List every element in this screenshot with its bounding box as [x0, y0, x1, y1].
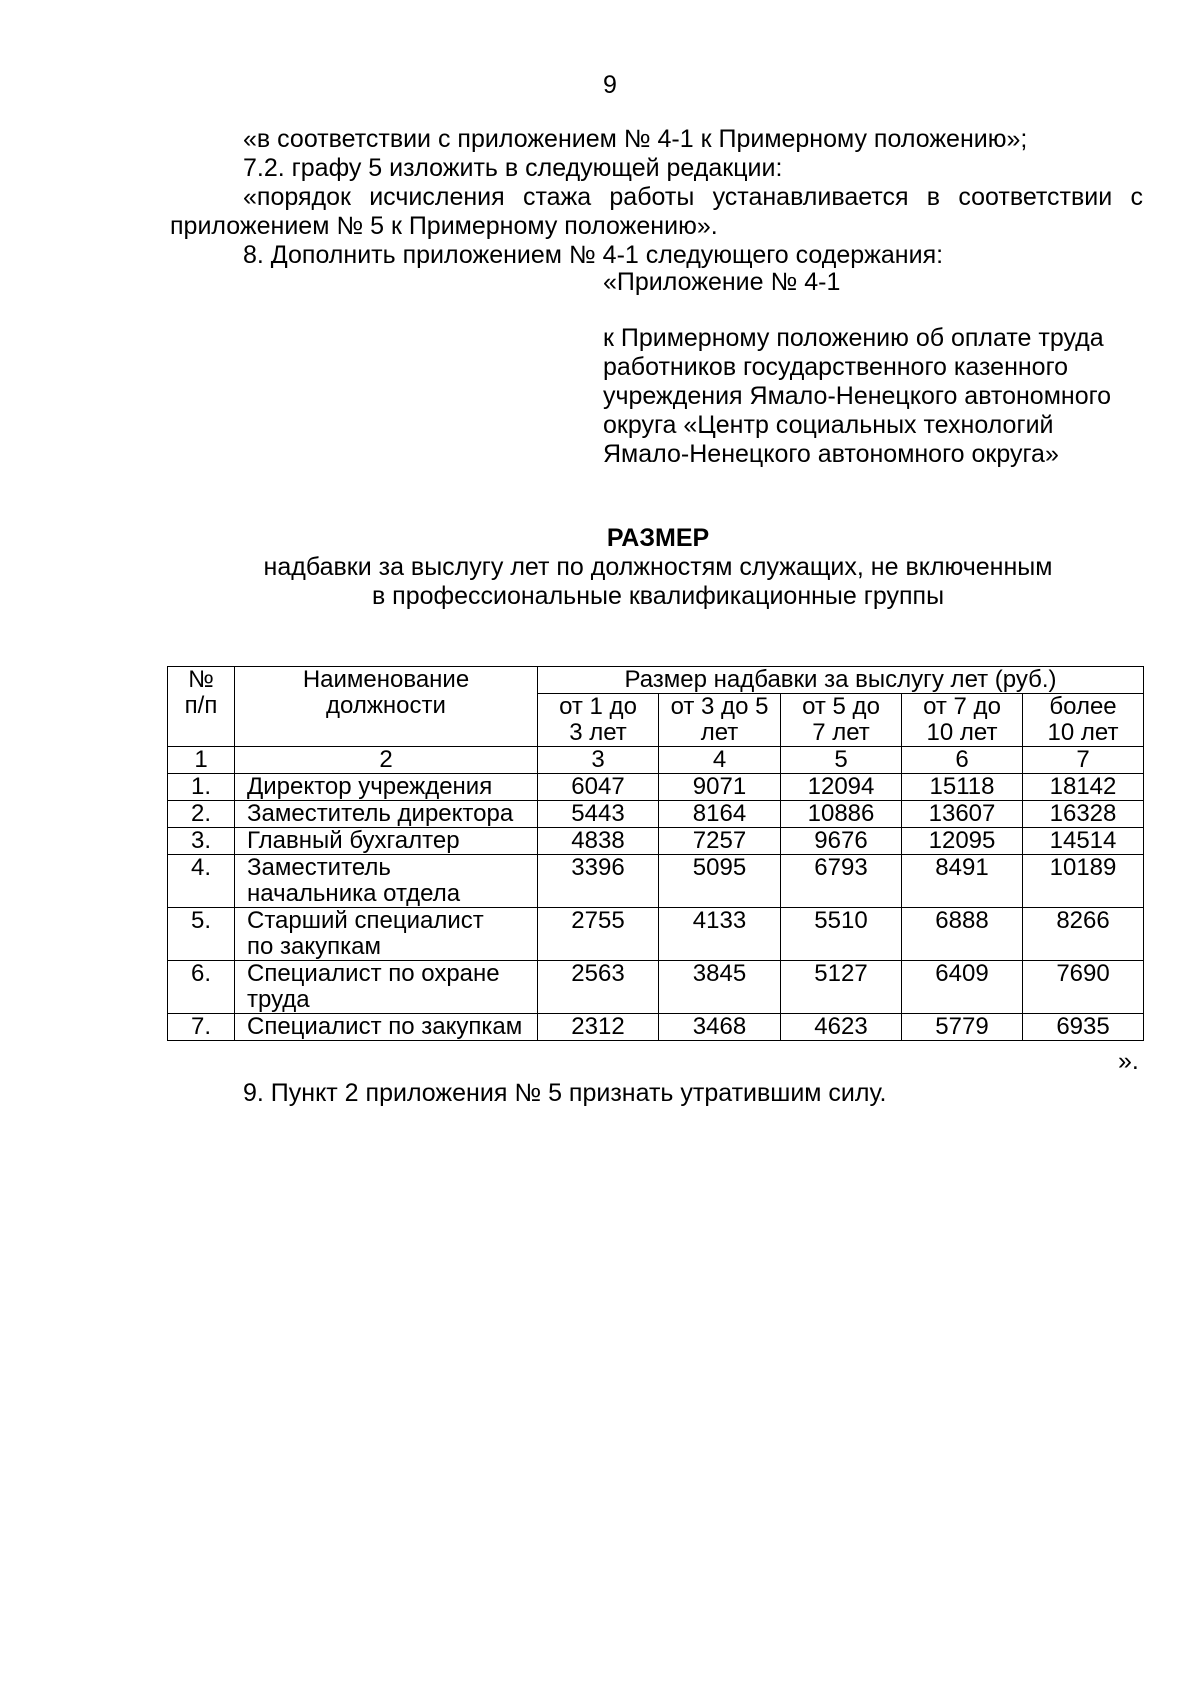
position-name [235, 908, 538, 961]
allowance-value: 7257 [659, 828, 781, 855]
allowance-value: 15118 [902, 774, 1023, 801]
allowance-value: 10886 [781, 801, 902, 828]
allowance-value: 6409 [902, 961, 1023, 1014]
allowance-value: 5510 [781, 908, 902, 961]
position-name [235, 774, 538, 801]
column-number: 2 [235, 747, 538, 774]
allowance-value: 8164 [659, 801, 781, 828]
allowance-value: 6793 [781, 855, 902, 908]
allowance-value: 8266 [1023, 908, 1144, 961]
appendix-title: «Приложение № 4-1 [603, 268, 841, 296]
subheader-cell: более 10 лет [1023, 694, 1144, 747]
column-number: 1 [168, 747, 235, 774]
header-number-line: п/п [184, 692, 218, 719]
allowance-value: 10189 [1023, 855, 1144, 908]
position-name-line: Заместитель директора [247, 800, 514, 827]
position-name [235, 1014, 538, 1041]
allowance-value: 16328 [1023, 801, 1144, 828]
appendix-caption-line: к Примерному положению об оплате труда [603, 324, 1104, 352]
paragraph-text: приложением № 5 к Примерному положению». [170, 212, 718, 240]
appendix-caption-line: работников государственного казенного [603, 353, 1069, 381]
allowance-value: 9676 [781, 828, 902, 855]
closing-quote: ». [1118, 1047, 1139, 1075]
position-name-line: Директор учреждения [247, 773, 493, 800]
allowance-value: 8491 [902, 855, 1023, 908]
allowance-table [167, 666, 1144, 1041]
header-allowance-group: Размер надбавки за выслугу лет (руб.) [538, 667, 1144, 694]
paragraph-text: «в соответствии с приложением № 4-1 к Примерному положению»; [243, 125, 1028, 153]
allowance-value: 3845 [659, 961, 781, 1014]
allowance-value: 14514 [1023, 828, 1144, 855]
allowance-value: 6888 [902, 908, 1023, 961]
position-name [235, 828, 538, 855]
table-row [168, 961, 1144, 1014]
position-name-line: по закупкам [247, 933, 382, 960]
allowance-value: 18142 [1023, 774, 1144, 801]
page-number: 9 [603, 71, 617, 99]
header-position-line: должности [326, 692, 446, 719]
table-row [168, 828, 1144, 855]
allowance-value: 4133 [659, 908, 781, 961]
position-name [235, 801, 538, 828]
table-row [168, 774, 1144, 801]
document-title: РАЗМЕР [606, 524, 710, 552]
allowance-value: 3396 [538, 855, 659, 908]
position-name-line: труда [247, 986, 310, 1013]
row-number: 4. [168, 855, 235, 908]
header-position-line: Наименование [302, 666, 470, 693]
position-name-line: Старший специалист [247, 907, 484, 934]
allowance-value: 9071 [659, 774, 781, 801]
allowance-value: 12094 [781, 774, 902, 801]
appendix-caption-line: учреждения Ямало-Ненецкого автономного [603, 382, 1112, 410]
appendix-caption-line: округа «Центр социальных технологий [603, 411, 1054, 439]
table-row [168, 908, 1144, 961]
allowance-value: 5095 [659, 855, 781, 908]
subheader-cell: от 7 до 10 лет [902, 694, 1023, 747]
allowance-value: 12095 [902, 828, 1023, 855]
column-number: 5 [781, 747, 902, 774]
paragraph-text: 9. Пункт 2 приложения № 5 признать утратившим силу. [243, 1079, 887, 1107]
subheader-cell: от 1 до 3 лет [538, 694, 659, 747]
table-body [168, 774, 1144, 1041]
allowance-value: 4623 [781, 1014, 902, 1041]
position-name-line: Специалист по закупкам [247, 1013, 523, 1040]
column-number-row [168, 747, 1144, 774]
allowance-value: 5127 [781, 961, 902, 1014]
row-number: 6. [168, 961, 235, 1014]
allowance-value: 5779 [902, 1014, 1023, 1041]
allowance-value: 2312 [538, 1014, 659, 1041]
allowance-value: 6935 [1023, 1014, 1144, 1041]
position-name-line: Специалист по охране [247, 960, 500, 987]
table-row [168, 1014, 1144, 1041]
allowance-value: 2755 [538, 908, 659, 961]
position-name-line: Заместитель [247, 854, 391, 881]
column-number: 6 [902, 747, 1023, 774]
appendix-caption-line: Ямало-Ненецкого автономного округа» [603, 440, 1059, 468]
header-number [168, 667, 235, 747]
subheader-cell: от 3 до 5 лет [659, 694, 781, 747]
allowance-value: 3468 [659, 1014, 781, 1041]
paragraph-text: «порядок исчисления стажа работы устанавливается в соответствии с [243, 183, 1143, 211]
column-number: 7 [1023, 747, 1144, 774]
row-number: 7. [168, 1014, 235, 1041]
row-number: 2. [168, 801, 235, 828]
paragraph-text: 8. Дополнить приложением № 4-1 следующего содержания: [243, 241, 944, 269]
paragraph-text: 7.2. графу 5 изложить в следующей редакции: [243, 154, 783, 182]
table-row [168, 801, 1144, 828]
row-number: 5. [168, 908, 235, 961]
subtitle-line: надбавки за выслугу лет по должностям служащих, не включенным [263, 553, 1053, 581]
subheader-cell: от 5 до 7 лет [781, 694, 902, 747]
row-number: 1. [168, 774, 235, 801]
allowance-value: 7690 [1023, 961, 1144, 1014]
allowance-value: 13607 [902, 801, 1023, 828]
document-subtitle [0, 553, 1200, 611]
header-number-line: № [188, 666, 214, 693]
table-row [168, 855, 1144, 908]
allowance-value: 6047 [538, 774, 659, 801]
allowance-value: 4838 [538, 828, 659, 855]
header-position [235, 667, 538, 747]
column-number: 3 [538, 747, 659, 774]
position-name [235, 961, 538, 1014]
row-number: 3. [168, 828, 235, 855]
position-name-line: начальника отдела [247, 880, 461, 907]
allowance-value: 5443 [538, 801, 659, 828]
column-number: 4 [659, 747, 781, 774]
table-header-row [168, 667, 1144, 694]
appendix-caption [603, 324, 1163, 469]
position-name-line: Главный бухгалтер [247, 827, 460, 854]
position-name [235, 855, 538, 908]
allowance-value: 2563 [538, 961, 659, 1014]
subtitle-line: в профессиональные квалификационные группы [371, 582, 945, 610]
